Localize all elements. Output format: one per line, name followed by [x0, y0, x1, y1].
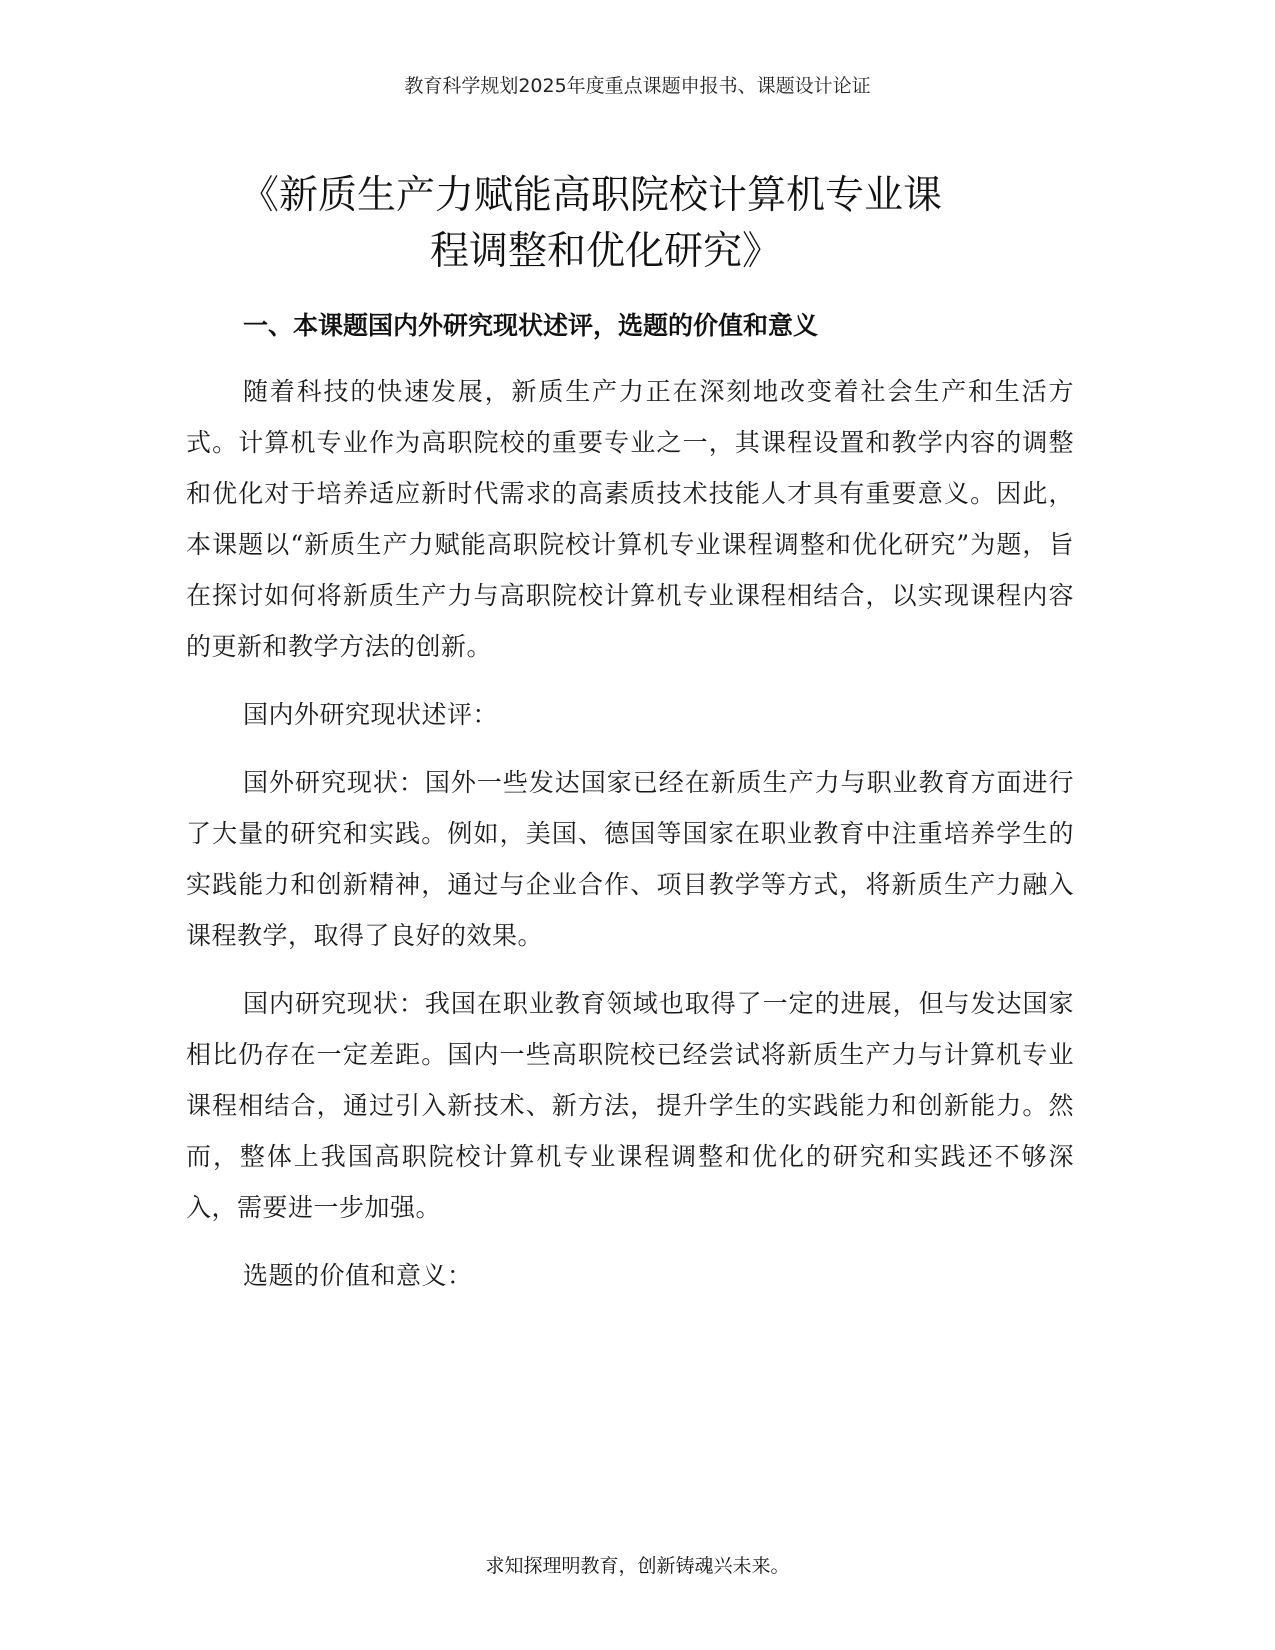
page-footer: 求知探理明教育，创新铸魂兴未来。	[485, 1555, 790, 1577]
title-line-2: 程调整和优化研究》	[430, 229, 782, 274]
document-title	[240, 168, 1080, 280]
paragraph-review-label: 国内外研究现状述评：	[243, 700, 499, 729]
title-line-1: 《新质生产力赋能高职院校计算机专业课	[240, 173, 943, 218]
document-body	[186, 308, 1074, 1318]
paragraph-intro: 随着科技的快速发展，新质生产力正在深刻地改变着社会生产和生活方式。计算机专业作为高职院校的重要专业之一，其课程设置和教学内容的调整和优化对于培养适应新时代需求的高素质技术技能人才具有重要意义。因此，本课题以“新质生产力赋能高职院校计算机专业课程调整和优化研究”为题，旨在探讨如何将新质生产力与高职院校计算机专业课程相结合，以实现课程内容的更新和教学方法的创新。	[186, 377, 1074, 661]
paragraph-domestic-status: 国内研究现状：我国在职业教育领域也取得了一定的进展，但与发达国家相比仍存在一定差距。国内一些高职院校已经尝试将新质生产力与计算机专业课程相结合，通过引入新技术、新方法，提升学生的实践能力和创新能力。然而，整体上我国高职院校计算机专业课程调整和优化的研究和实践还不够深入，需要进一步加强。	[186, 989, 1074, 1222]
paragraph-foreign-status: 国外研究现状：国外一些发达国家已经在新质生产力与职业教育方面进行了大量的研究和实践。例如，美国、德国等国家在职业教育中注重培养学生的实践能力和创新精神，通过与企业合作、项目教学等方式，将新质生产力融入课程教学，取得了良好的效果。	[186, 768, 1074, 950]
paragraph-value-label: 选题的价值和意义：	[243, 1261, 473, 1290]
page-header: 教育科学规划2025年度重点课题申报书、课题设计论证	[404, 75, 871, 97]
section-heading: 一、本课题国内外研究现状述评，选题的价值和意义	[243, 311, 819, 340]
